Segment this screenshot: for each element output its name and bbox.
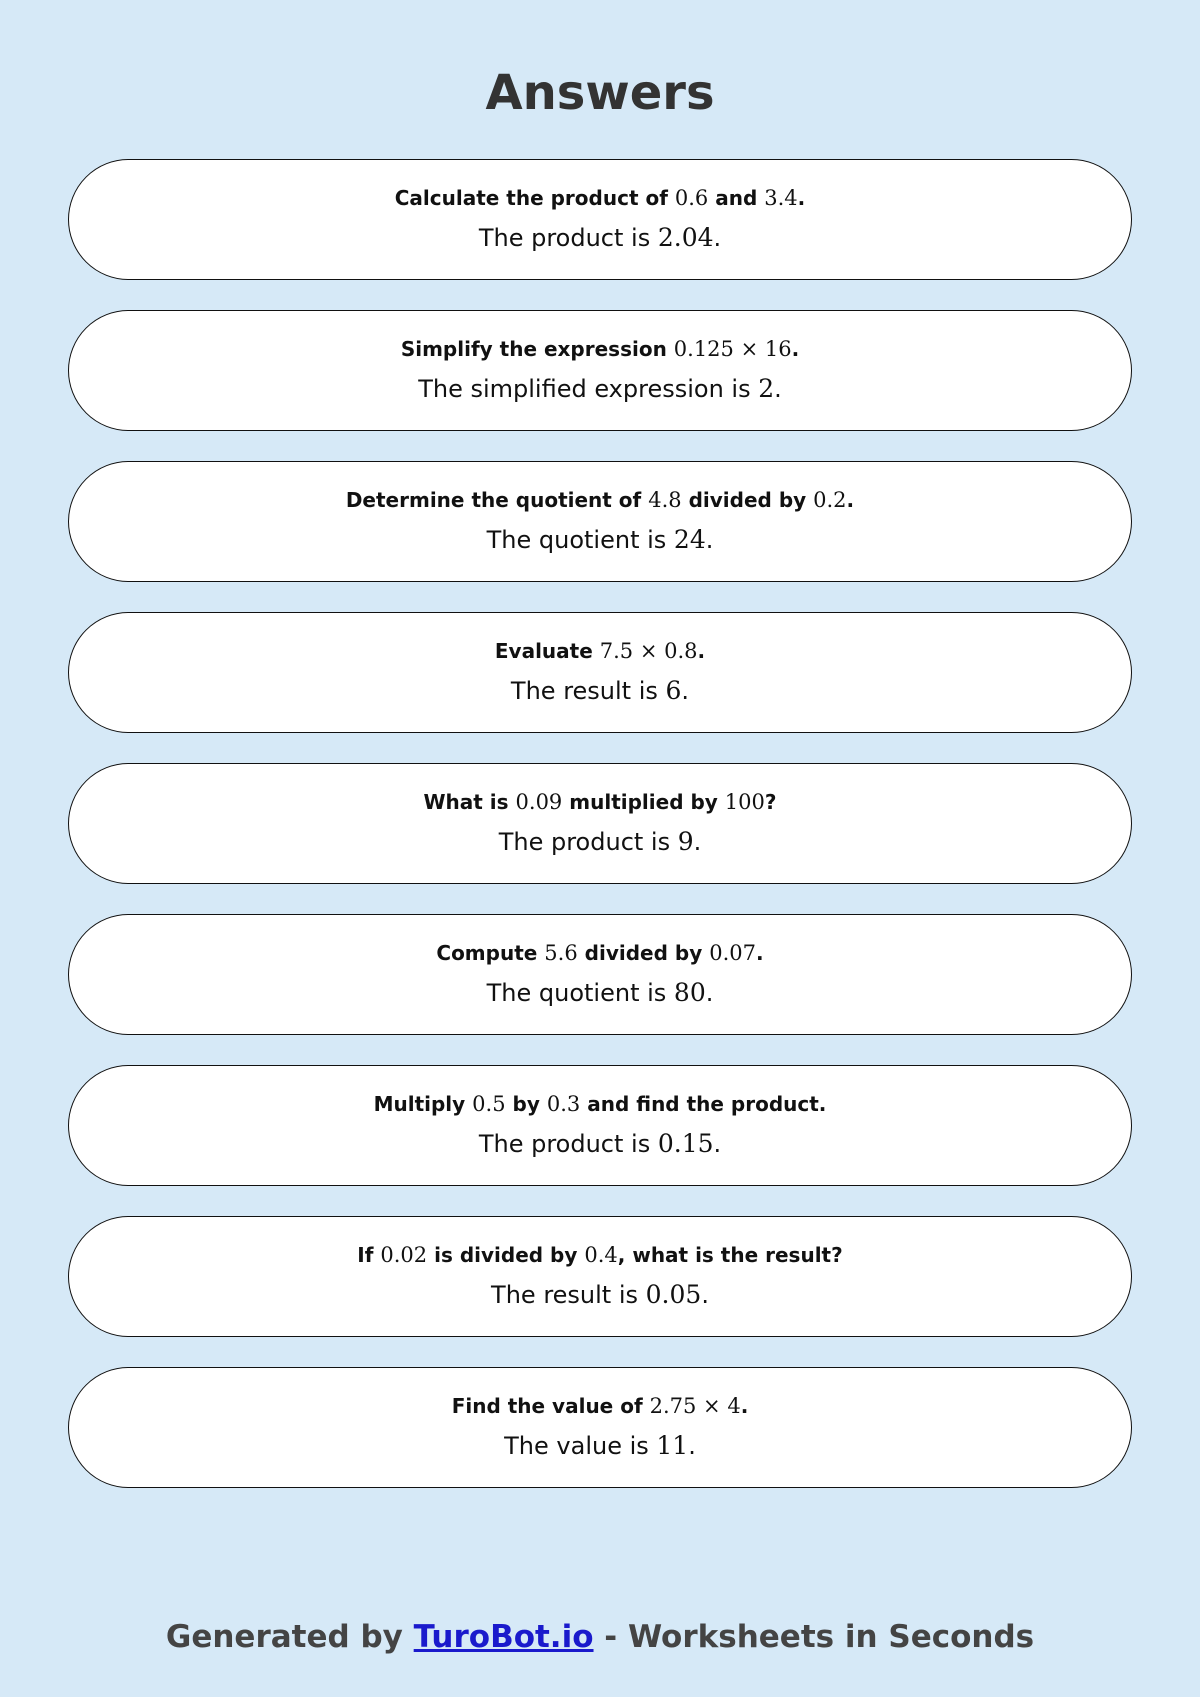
- text-segment: If: [357, 1242, 381, 1267]
- answer-card: [68, 461, 1132, 582]
- text-segment: The simplified expression is: [418, 375, 759, 404]
- text-segment: .: [846, 487, 855, 512]
- math-expression: 0.4: [584, 1242, 618, 1267]
- math-expression: 0.05: [645, 1280, 702, 1310]
- text-segment: .: [713, 1130, 722, 1159]
- text-segment: The quotient is: [486, 526, 674, 555]
- text-segment: and: [708, 185, 765, 210]
- answer-card: [68, 1367, 1132, 1488]
- page-title: Answers: [485, 65, 715, 121]
- question-text: [495, 639, 705, 664]
- question-text: [395, 186, 806, 211]
- answer-card: [68, 612, 1132, 733]
- text-segment: Multiply: [373, 1091, 473, 1116]
- math-expression: 24: [673, 525, 706, 555]
- text-segment: .: [755, 940, 764, 965]
- text-segment: .: [693, 828, 702, 857]
- answer-text: [479, 223, 721, 253]
- math-expression: 3.4: [764, 185, 798, 210]
- answer-text: [504, 1431, 696, 1461]
- text-segment: Compute: [436, 940, 545, 965]
- text-segment: .: [797, 185, 806, 210]
- answer-text: [499, 827, 702, 857]
- text-segment: The product is: [498, 828, 678, 857]
- text-segment: .: [705, 979, 714, 1008]
- math-expression: 2.75 × 4: [649, 1393, 741, 1418]
- text-segment: is divided by: [427, 1242, 585, 1267]
- text-segment: The result is: [491, 1281, 646, 1310]
- math-expression: 0.3: [546, 1091, 581, 1116]
- answer-card: [68, 763, 1132, 884]
- text-segment: , what is the result?: [617, 1242, 843, 1267]
- answer-text: [479, 1129, 721, 1159]
- answer-card: [68, 159, 1132, 280]
- question-text: [374, 1092, 827, 1117]
- text-segment: .: [697, 638, 706, 663]
- answer-text: [418, 374, 782, 404]
- math-expression: 0.2: [813, 487, 847, 512]
- text-segment: Determine the quotient of: [345, 487, 649, 512]
- answer-text: [487, 978, 714, 1008]
- text-segment: .: [681, 677, 690, 706]
- text-segment: .: [774, 375, 782, 404]
- text-segment: The product is: [478, 1130, 658, 1159]
- text-segment: ?: [764, 789, 777, 814]
- question-text: [423, 790, 776, 815]
- answer-card: [68, 1216, 1132, 1337]
- text-segment: divided by: [681, 487, 814, 512]
- math-expression: 0.5: [472, 1091, 506, 1116]
- math-expression: 2.04: [657, 223, 714, 253]
- math-expression: 2: [758, 374, 775, 404]
- text-segment: .: [705, 526, 714, 555]
- answer-list: [68, 159, 1132, 1518]
- footer-suffix: - Worksheets in Seconds: [593, 1619, 1035, 1655]
- math-expression: 0.07: [709, 940, 756, 965]
- math-expression: 0.15: [657, 1129, 714, 1159]
- footer: [0, 1619, 1200, 1655]
- text-segment: .: [688, 1432, 696, 1461]
- math-expression: 5.6: [544, 940, 578, 965]
- answer-card: [68, 1065, 1132, 1186]
- text-segment: and find the product.: [580, 1091, 827, 1116]
- question-text: [401, 337, 799, 362]
- math-expression: 0.02: [380, 1242, 428, 1267]
- text-segment: The value is: [504, 1432, 657, 1461]
- text-segment: divided by: [577, 940, 710, 965]
- math-expression: 6: [665, 676, 682, 706]
- text-segment: Find the value of: [451, 1393, 650, 1418]
- footer-prefix: Generated by: [165, 1619, 414, 1655]
- answer-text: [511, 676, 689, 706]
- text-segment: Calculate the product of: [394, 185, 675, 210]
- text-segment: .: [713, 224, 722, 253]
- text-segment: .: [701, 1281, 709, 1310]
- answer-card: [68, 914, 1132, 1035]
- answer-card: [68, 310, 1132, 431]
- math-expression: 4.8: [648, 487, 682, 512]
- math-expression: 9: [677, 827, 694, 857]
- text-segment: .: [740, 1393, 749, 1418]
- text-segment: .: [791, 336, 800, 361]
- answer-text: [491, 1280, 709, 1310]
- text-segment: multiplied by: [562, 789, 725, 814]
- math-expression: 0.125 × 16: [673, 336, 792, 361]
- math-expression: 80: [673, 978, 706, 1008]
- text-segment: The result is: [510, 677, 666, 706]
- text-segment: What is: [423, 789, 516, 814]
- question-text: [357, 1243, 842, 1268]
- answer-text: [487, 525, 714, 555]
- math-expression: 100: [724, 789, 765, 814]
- math-expression: 7.5 × 0.8: [599, 638, 698, 663]
- text-segment: Simplify the expression: [400, 336, 674, 361]
- text-segment: by: [505, 1091, 547, 1116]
- math-expression: 0.6: [674, 185, 709, 210]
- math-expression: 0.09: [515, 789, 563, 814]
- question-text: [436, 941, 763, 966]
- question-text: [346, 488, 854, 513]
- text-segment: The quotient is: [486, 979, 674, 1008]
- turobot-link[interactable]: TuroBot.io: [413, 1619, 594, 1655]
- text-segment: Evaluate: [494, 638, 600, 663]
- math-expression: 11: [656, 1431, 689, 1461]
- text-segment: The product is: [478, 224, 658, 253]
- question-text: [452, 1394, 749, 1419]
